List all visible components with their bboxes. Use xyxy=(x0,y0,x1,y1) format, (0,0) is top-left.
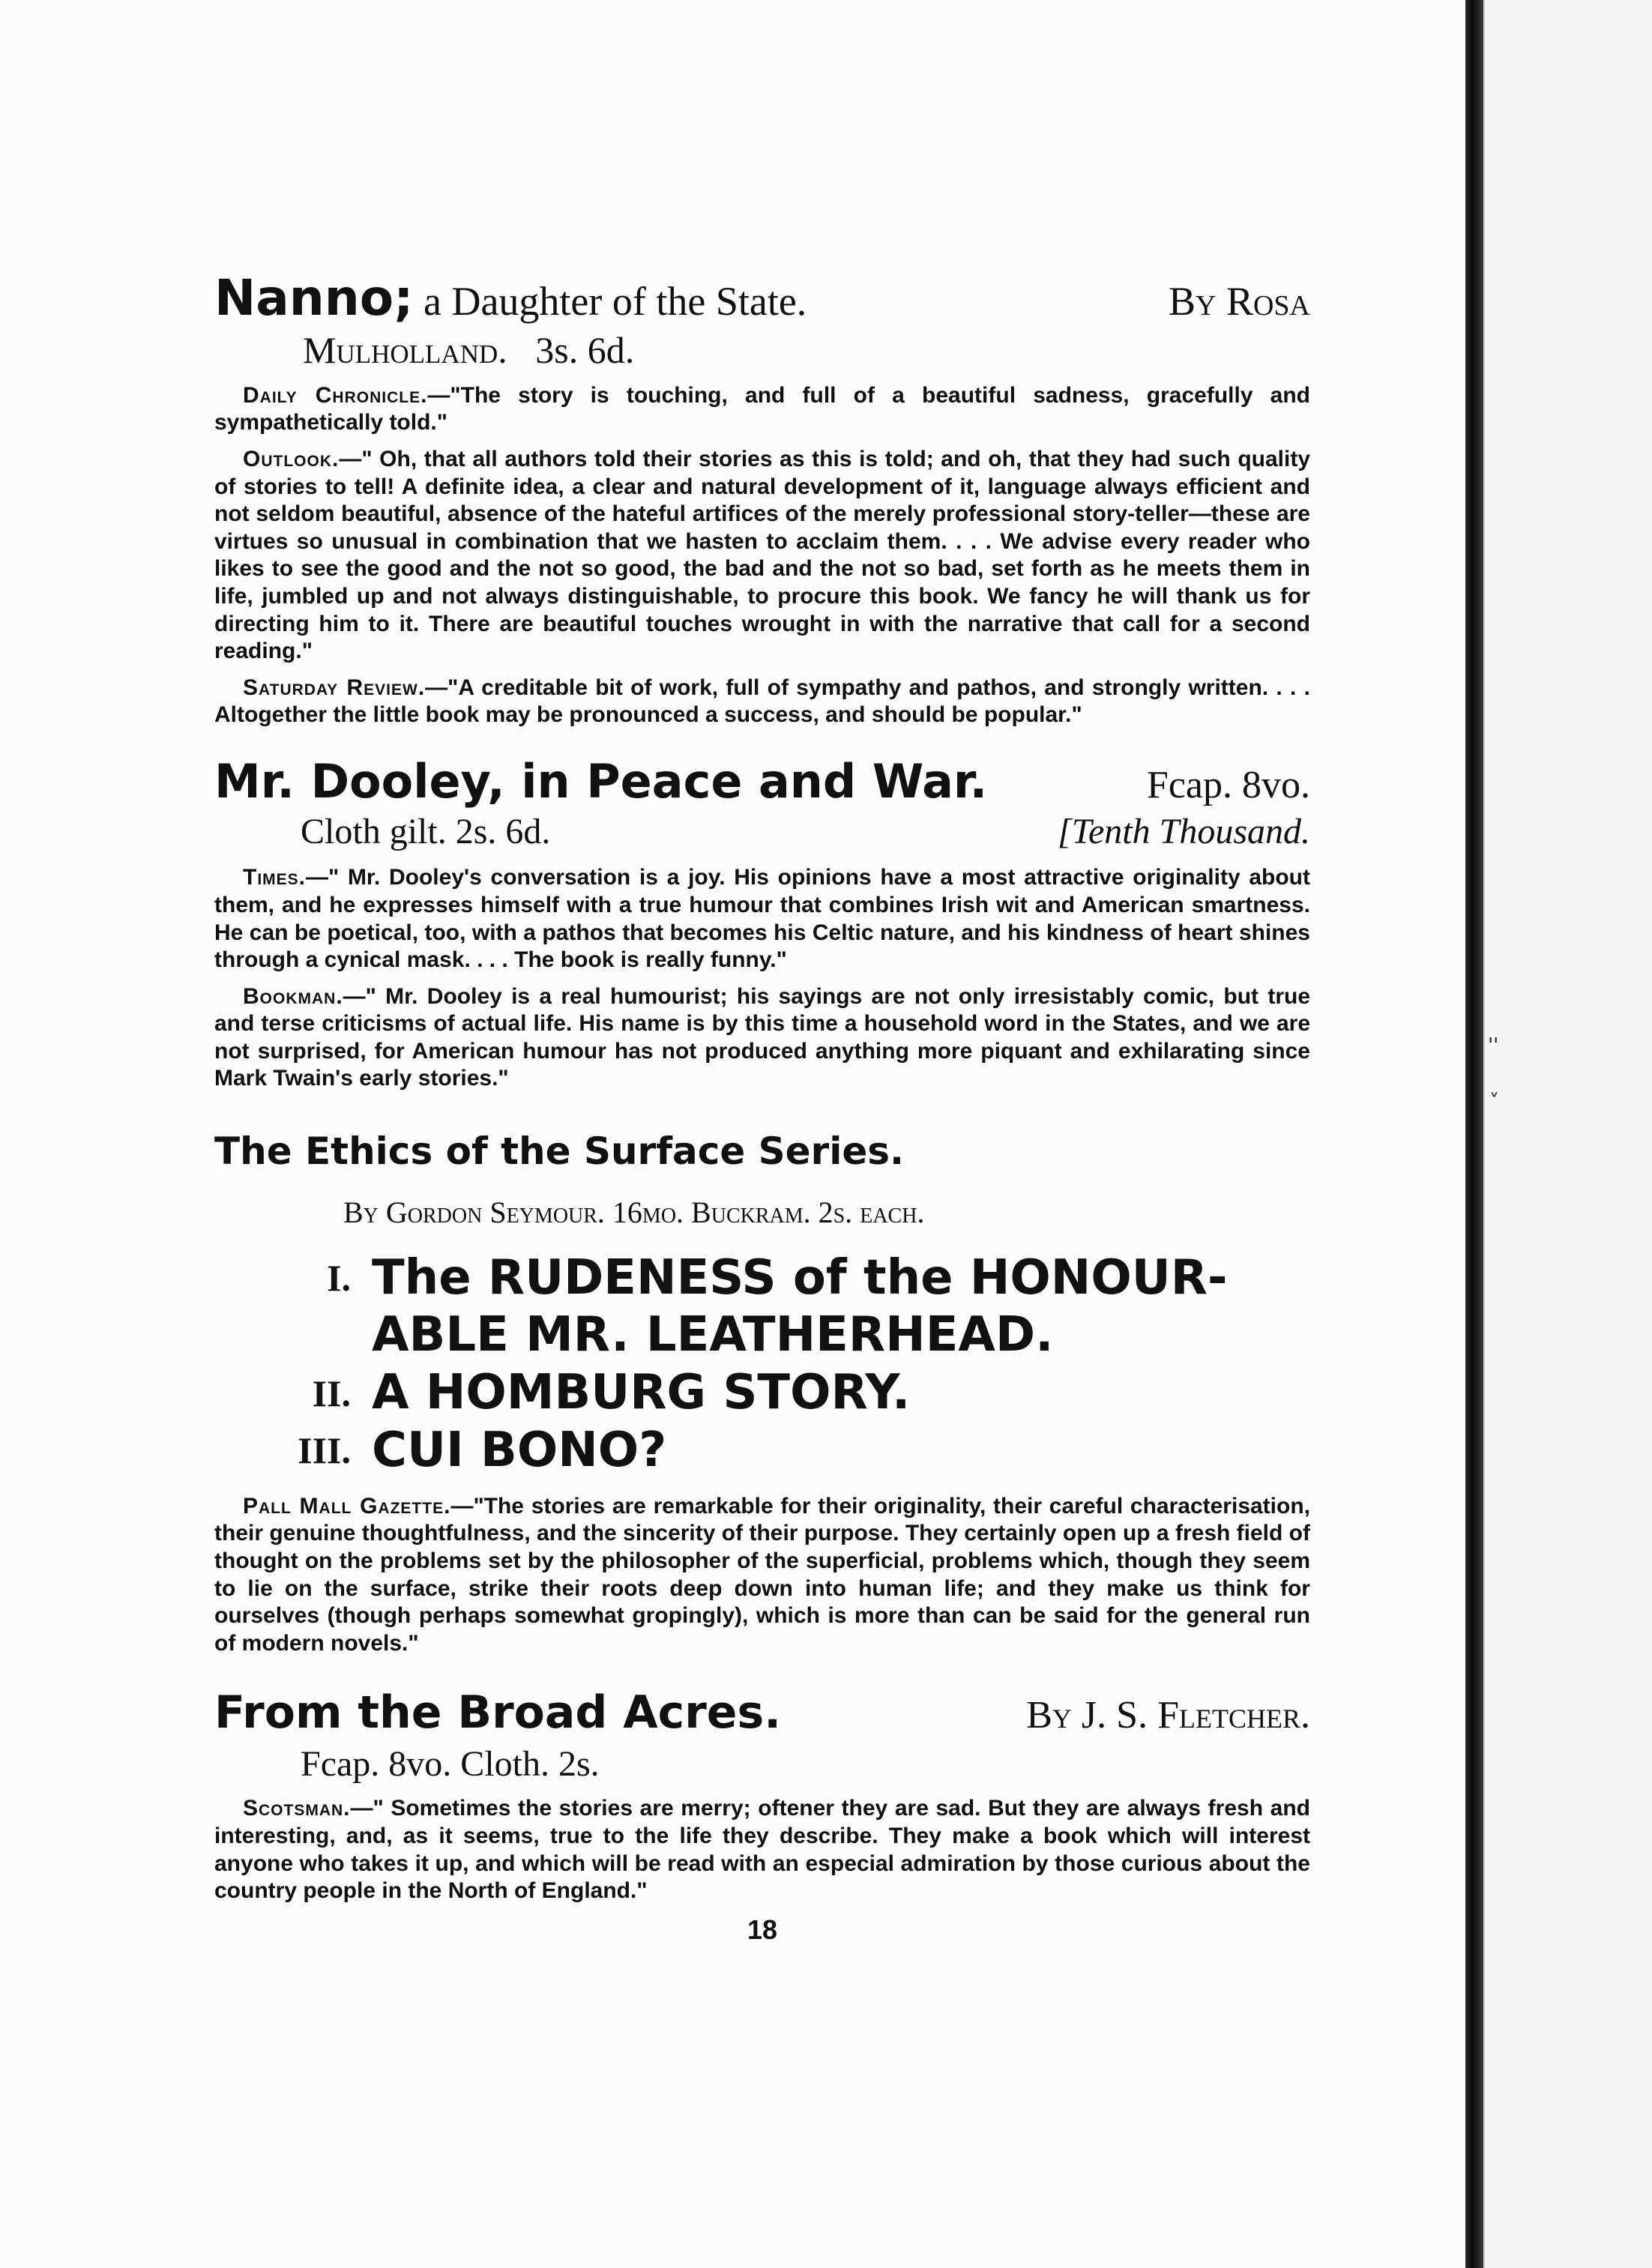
adjacent-page-edge xyxy=(1483,0,1652,2268)
series-item-1-continued xyxy=(214,1306,1310,1364)
series-item-1 xyxy=(214,1249,1310,1307)
review-bookman: Bookman.—" Mr. Dooley is a real humourist; his sayings are not only irresistably comic, but true and terse criticisms of actual life. His name is by this time a household word in the States, and we are not surprised, for American humour has not produced anything more piquant and exhilarating since Mark Twain's early stories." xyxy=(214,983,1310,1091)
review-saturday-review: Saturday Review.—"A creditable bit of work, full of sympathy and pathos, and strongly written. . . . Altogether the little book may be pronounced a success, and should be popular." xyxy=(214,675,1310,728)
page-number: 18 xyxy=(747,1913,778,1945)
book-spine xyxy=(1465,0,1483,2268)
series-title: A HOMBURG STORY. xyxy=(372,1365,911,1421)
broad-by: By J. S. Fletcher. xyxy=(1026,1694,1310,1737)
series-number: III. xyxy=(298,1429,351,1472)
ethics-by-line: By Gordon Seymour. 16mo. Buckram. 2s. each. xyxy=(343,1195,925,1229)
nanno-by: By Rosa xyxy=(1169,279,1310,324)
nanno-author: Mulholland. xyxy=(303,328,507,371)
dooley-edition: [Tenth Thousand. xyxy=(1058,812,1310,852)
nanno-heading xyxy=(214,270,1310,327)
series-number: I. xyxy=(327,1256,351,1299)
page-content xyxy=(214,270,1310,1946)
dooley-format: Fcap. 8vo. xyxy=(1146,764,1310,807)
edge-mark: ˅ xyxy=(1489,1091,1499,1113)
broad-subline: Fcap. 8vo. Cloth. 2s. xyxy=(301,1744,600,1785)
ethics-heading: The Ethics of the Surface Series. xyxy=(214,1130,905,1174)
dooley-binding: Cloth gilt. 2s. 6d. xyxy=(301,812,551,852)
review-scotsman: Scotsman.—" Sometimes the stories are merry; oftener they are sad. But they are always fresh and interesting, and, as it seems, true to the life they describe. They make a book which will interest anyone who takes it up, and which will be read with an especial admiration by those curious about the country people in the North of England." xyxy=(214,1796,1310,1904)
nanno-subtitle: a Daughter of the State. xyxy=(423,279,807,324)
review-times: Times.—" Mr. Dooley's conversation is a joy. His opinions have a most attractive originality about them, and he expresses himself with a true humour that combines Irish wit and American smartness. He can be poetical, too, with a pathos that becomes his Celtic nature, and his kindness of heart shines through a cynical mask. . . . The book is really funny." xyxy=(214,865,1310,973)
series-title: CUI BONO? xyxy=(372,1422,667,1478)
review-outlook: Outlook.—" Oh, that all authors told their stories as this is told; and oh, that they had such quality of stories to tell! A definite idea, a clear and natural development of it, language always efficient and not seldom beautiful, absence of the hateful artifices of the merely professional story-teller—these are virtues so unusual in combination that we hasten to acclaim them. . . . We advise every reader who likes to see the good and the not so good, the bad and the not so bad, set forth as he meets them in life, jumbled up and not always distinguishable, to procure this book. We fancy he will thank us for directing him to it. There are beautiful touches wrought in with the narrative that call for a second reading." xyxy=(214,447,1310,664)
series-title: The RUDENESS of the HONOUR- xyxy=(372,1249,1228,1306)
broad-title: From the Broad Acres. xyxy=(214,1686,782,1740)
series-item-3 xyxy=(214,1422,1310,1480)
broad-heading xyxy=(214,1687,1310,1739)
edge-mark: '' xyxy=(1488,1034,1499,1057)
nanno-title: Nanno; xyxy=(214,269,414,327)
dooley-subline xyxy=(301,811,1310,852)
series-number: II. xyxy=(312,1372,351,1414)
series-item-2 xyxy=(214,1364,1310,1422)
review-pall-mall-gazette: Pall Mall Gazette.—"The stories are remarkable for their originality, their careful characterisation, their genuine thoughtfulness, and the sincerity of their purpose. They certainly open up a fresh field of thought on the problems set by the philosopher of the superficial, problems which, though they seem to lie on the surface, strike their roots deep down into human life; and they make us think for ourselves (though perhaps somewhat gropingly), which is more than can be said for the general run of modern novels." xyxy=(214,1493,1310,1656)
dooley-heading xyxy=(214,755,1310,808)
nanno-price: 3s. 6d. xyxy=(535,328,635,371)
series-title-continued: ABLE MR. LEATHERHEAD. xyxy=(372,1307,1054,1363)
review-daily-chronicle: Daily Chronicle.—"The story is touching, and full of a beautiful sadness, gracefully and sympathetically told." xyxy=(214,382,1311,435)
dooley-title: Mr. Dooley, in Peace and War. xyxy=(214,754,988,809)
nanno-author-line xyxy=(303,328,1310,372)
